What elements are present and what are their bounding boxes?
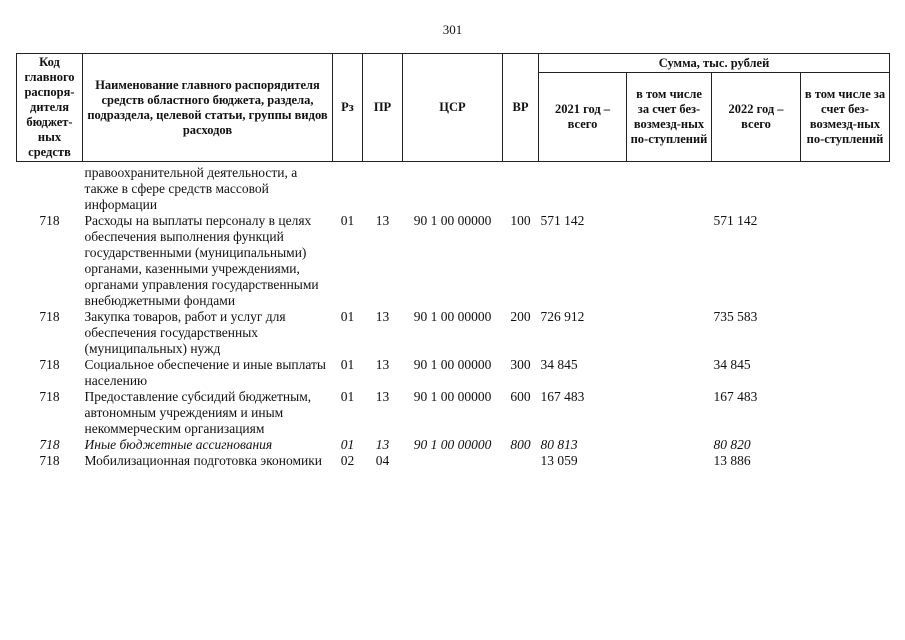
cell-sum-2022-free [801,213,890,309]
header-2021-total: 2021 год – всего [539,73,627,162]
cell-rz: 01 [340,309,355,324]
cell-vr: 800 [510,437,531,452]
cell-sum-2021-free [627,453,712,469]
cell-vr [503,453,539,469]
cell-pr: 13 [375,437,390,452]
cell-sum-2021-free [627,389,712,437]
table-row [17,162,890,214]
cell-name: Предоставление субсидий бюджетным, автономным учреждениям и иным некоммерческим организациям [84,389,312,436]
cell-sum-2022: 571 142 [713,213,758,228]
cell-csr: 90 1 00 00000 [413,213,492,228]
cell-vr: 200 [510,309,531,324]
header-csr: ЦСР [403,54,503,162]
cell-name: Социальное обеспечение и иные выплаты населению [84,357,326,388]
header-sum: Сумма, тыс. рублей [539,54,890,73]
cell-csr [403,162,503,214]
table-row [17,213,890,309]
header-pr: ПР [363,54,403,162]
cell-sum-2022: 735 583 [713,309,758,324]
cell-rz: 01 [340,389,355,404]
cell-code: 718 [39,389,60,404]
cell-name: Расходы на выплаты персоналу в целях обеспечения выполнения функций государственными (муниципальными) органами, казенными учреждениями, органами управления государственными внебюджетными фондами [84,213,319,308]
cell-code: 718 [39,453,60,468]
cell-sum-2021-free [627,213,712,309]
cell-sum-2021: 80 813 [540,437,578,452]
cell-csr [403,453,503,469]
table-row [17,453,890,469]
cell-vr: 100 [510,213,531,228]
cell-sum-2022-free [801,309,890,357]
header-vr: ВР [503,54,539,162]
cell-pr: 13 [375,357,390,372]
cell-code [17,162,83,214]
cell-sum-2022: 80 820 [713,437,751,452]
cell-rz: 01 [340,213,355,228]
header-2021-free: в том числе за счет без-возмезд-ных по-ступлений [627,73,712,162]
cell-code: 718 [39,213,60,228]
cell-sum-2022: 13 886 [713,453,751,468]
cell-pr: 13 [375,309,390,324]
cell-rz [333,162,363,214]
cell-sum-2022 [712,162,801,214]
cell-pr: 13 [375,213,390,228]
table-header [17,54,890,162]
header-2022-total: 2022 год – всего [712,73,801,162]
cell-sum-2022: 167 483 [713,389,758,404]
cell-sum-2021: 167 483 [540,389,585,404]
cell-pr: 04 [375,453,390,468]
cell-csr: 90 1 00 00000 [413,357,492,372]
table-row [17,357,890,389]
cell-sum-2021 [539,162,627,214]
cell-name: Мобилизационная подготовка экономики [84,453,323,468]
cell-sum-2022-free [801,357,890,389]
cell-sum-2021-free [627,162,712,214]
cell-rz: 02 [340,453,355,468]
cell-sum-2021-free [627,309,712,357]
cell-sum-2021: 13 059 [540,453,578,468]
header-name: Наименование главного распорядителя средств областного бюджета, раздела, подраздела, целевой статьи, группы видов расходов [83,54,333,162]
cell-vr: 300 [510,357,531,372]
cell-sum-2022-free [801,453,890,469]
cell-vr [503,162,539,214]
cell-sum-2021: 571 142 [540,213,585,228]
cell-code: 718 [39,437,60,452]
cell-code: 718 [39,357,60,372]
page-number: 301 [442,22,463,37]
cell-csr: 90 1 00 00000 [413,437,492,452]
table-row [17,309,890,357]
cell-vr: 600 [510,389,531,404]
header-rz: Рз [333,54,363,162]
header-2022-free: в том числе за счет без-возмезд-ных по-ступлений [801,73,890,162]
table-row [17,437,890,453]
cell-pr [363,162,403,214]
budget-table [16,53,890,469]
cell-name: Иные бюджетные ассигнования [84,437,273,452]
cell-rz: 01 [340,357,355,372]
cell-name: правоохранительной деятельности, а также в сфере средств массовой информации [84,165,298,212]
cell-code: 718 [39,309,60,324]
cell-pr: 13 [375,389,390,404]
cell-name: Закупка товаров, работ и услуг для обеспечения государственных (муниципальных) нужд [84,309,286,356]
cell-csr: 90 1 00 00000 [413,389,492,404]
cell-sum-2022: 34 845 [713,357,751,372]
cell-sum-2022-free [801,437,890,453]
table-row [17,389,890,437]
table-body [17,162,890,470]
header-code: Код главного распоря-дителя бюджет-ных средств [17,54,83,162]
cell-sum-2021: 726 912 [540,309,585,324]
cell-sum-2021-free [627,437,712,453]
cell-rz: 01 [340,437,355,452]
cell-csr: 90 1 00 00000 [413,309,492,324]
cell-sum-2022-free [801,389,890,437]
cell-sum-2021-free [627,357,712,389]
cell-sum-2022-free [801,162,890,214]
cell-sum-2021: 34 845 [540,357,578,372]
